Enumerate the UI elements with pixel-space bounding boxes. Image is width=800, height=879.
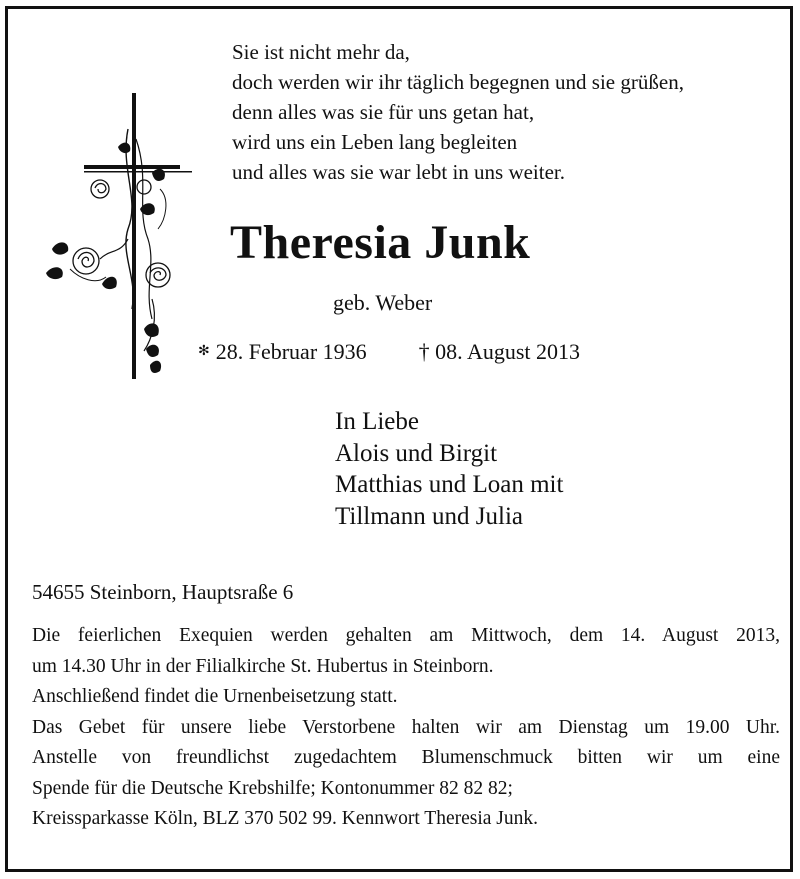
mourner-line: Matthias und Loan mit	[335, 471, 564, 498]
details-line: um 14.30 Uhr in der Filialkirche St. Hubertus in Steinborn.	[32, 655, 494, 677]
life-dates	[198, 339, 580, 365]
details-line: Das Gebet für unsere liebe Verstorbene halten wir am Dienstag um 19.00 Uhr.	[32, 716, 780, 738]
poem-line: wird uns ein Leben lang begleiten	[232, 130, 518, 154]
birth-date: 28. Februar 1936	[215, 339, 367, 364]
deceased-name: Theresia Junk	[230, 216, 531, 269]
death-date: † 08. August 2013	[418, 339, 581, 364]
details-line: Anstelle von freundlichst zugedachtem Blumenschmuck bitten wir um eine	[32, 747, 780, 768]
poem-line: doch werden wir ihr täglich begegnen und sie grüßen,	[232, 70, 684, 94]
address: 54655 Steinborn, Hauptsraße 6	[32, 580, 294, 604]
cross-with-roses-icon	[40, 89, 200, 389]
funeral-details	[32, 621, 780, 835]
mourner-line: Tillmann und Julia	[335, 502, 523, 530]
poem-line: denn alles was sie für uns getan hat,	[232, 100, 535, 124]
mourners	[335, 406, 563, 532]
mourner-line: Alois und Birgit	[335, 439, 498, 467]
birth-icon: ✻	[198, 344, 210, 359]
maiden-name: geb. Weber	[333, 290, 433, 315]
obituary-notice	[5, 6, 793, 872]
poem-line: und alles was sie war lebt in uns weiter.	[232, 160, 566, 184]
poem-line: Sie ist nicht mehr da,	[232, 40, 410, 64]
mourner-line: In Liebe	[335, 408, 419, 435]
details-line: Kreissparkasse Köln, BLZ 370 502 99. Kennwort Theresia Junk.	[32, 808, 539, 829]
details-line: Anschließend findet die Urnenbeisetzung statt.	[32, 686, 398, 707]
details-line: Spende für die Deutsche Krebshilfe; Kontonummer 82 82 82;	[32, 777, 513, 799]
poem	[232, 37, 684, 187]
details-line: Die feierlichen Exequien werden gehalten am Mittwoch, dem 14. August 2013,	[32, 625, 780, 646]
